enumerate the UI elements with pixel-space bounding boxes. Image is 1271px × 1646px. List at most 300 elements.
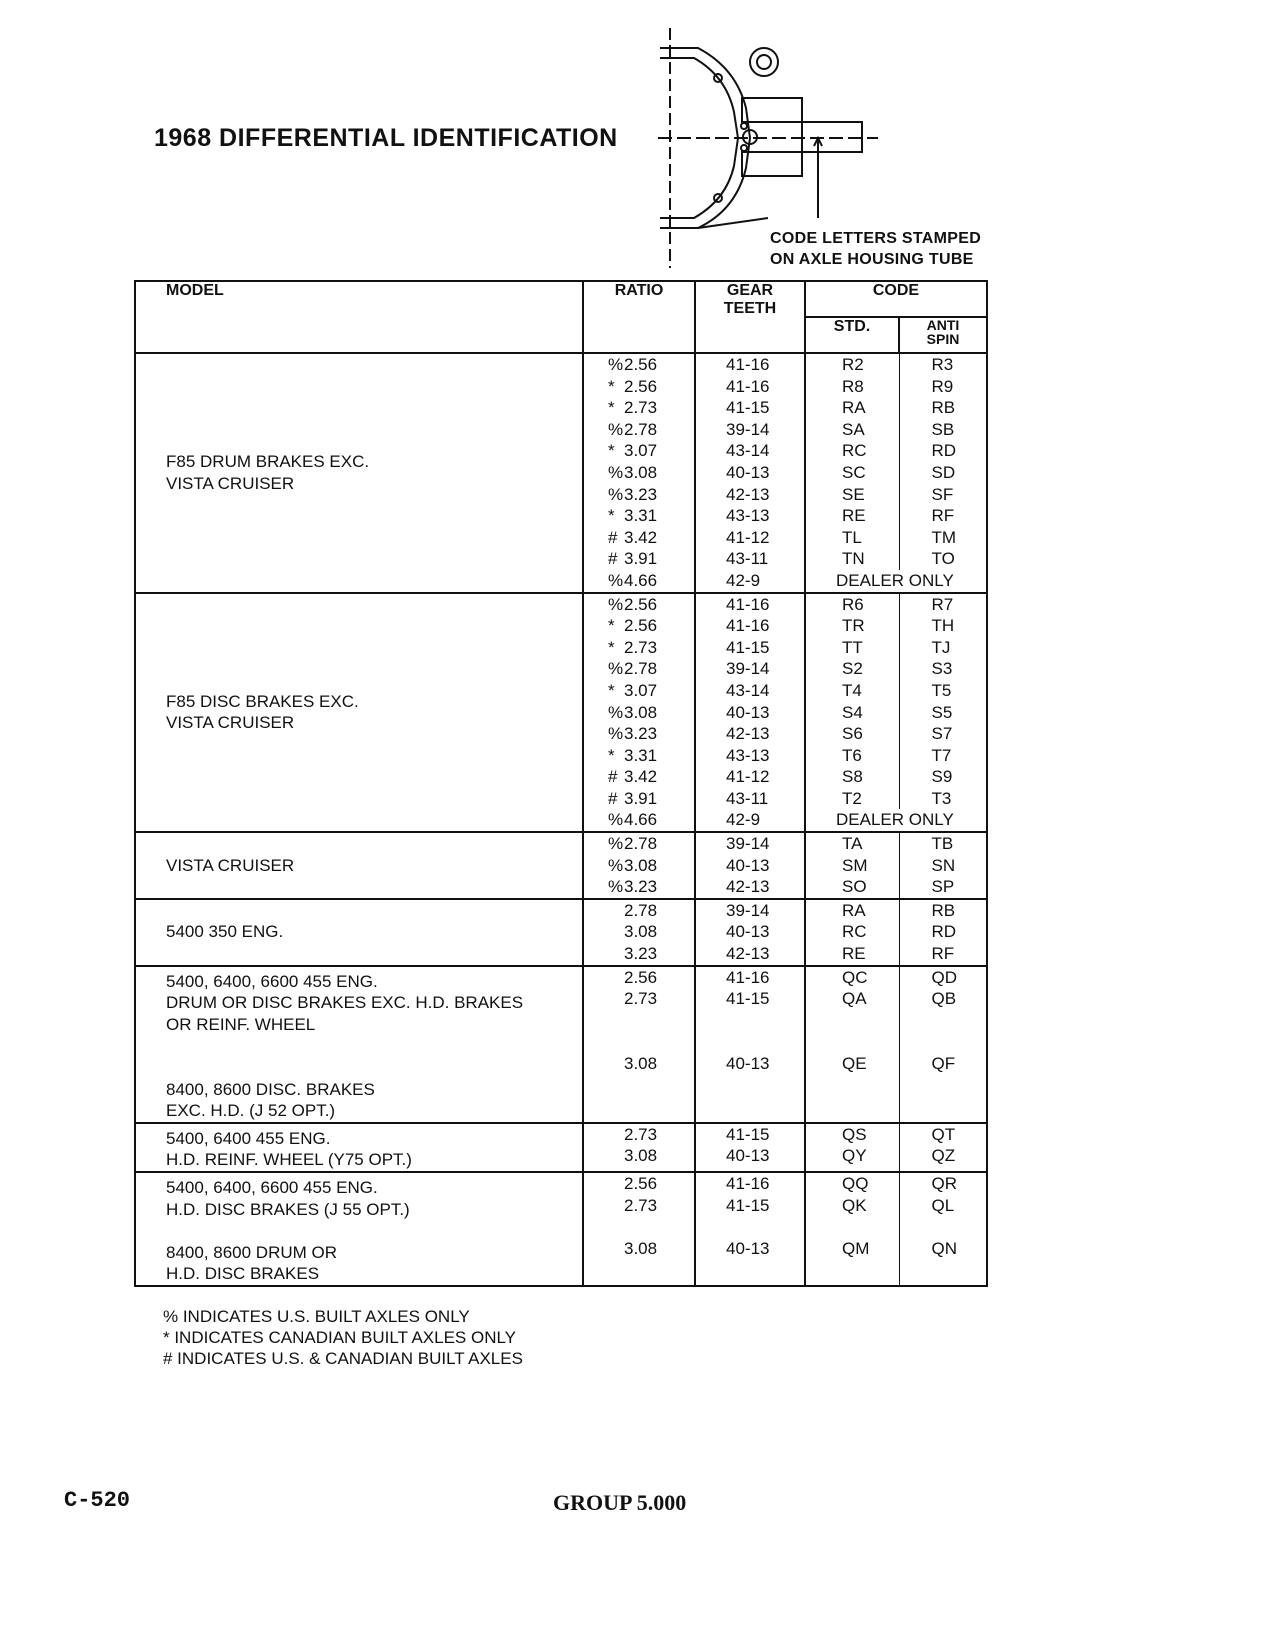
anti-spin-code-value: S3: [931, 659, 953, 679]
anti-spin-code-value: TB: [931, 834, 954, 854]
ratio-line: [584, 680, 694, 702]
std-code-value: TN: [842, 549, 865, 569]
ratio-value: 2.56: [624, 594, 658, 614]
std-code-value: SM: [842, 855, 868, 875]
model-group: [135, 1123, 987, 1172]
anti-spin-code-cell: [899, 353, 987, 593]
anti-spin-code-value: S9: [931, 767, 953, 787]
blank-line: [696, 1031, 804, 1053]
model-line: VISTA CRUISER: [166, 473, 295, 493]
anti-spin-code-value: TM: [931, 527, 957, 547]
ratio-value: 4.66: [624, 810, 658, 830]
model-line: [166, 1220, 582, 1242]
gear-teeth-value: 41-15: [726, 1195, 770, 1215]
ratio-value: 3.31: [624, 506, 658, 526]
anti-spin-code-value: SP: [931, 877, 955, 897]
ratio-line: [584, 484, 694, 506]
model-line: 5400, 6400, 6600 455 ENG.: [166, 971, 378, 991]
ratio-value: 3.23: [624, 944, 658, 964]
ratio-value: 3.23: [624, 877, 658, 897]
axle-origin-symbol: *: [608, 680, 615, 700]
axle-origin-symbol: %: [608, 462, 624, 482]
std-code-value: SA: [842, 419, 865, 439]
model-group: [135, 966, 987, 1123]
anti-spin-code-value: TO: [931, 549, 955, 569]
std-code-value: T2: [842, 788, 862, 808]
model-cell: [135, 1172, 583, 1286]
header-anti-spin: [899, 317, 987, 353]
anti-spin-code-cell: [899, 832, 987, 899]
std-code-value: S8: [842, 767, 863, 787]
axle-origin-symbol: %: [608, 834, 624, 854]
header-anti-line: ANTI: [926, 317, 960, 333]
model-line: 5400 350 ENG.: [166, 922, 284, 942]
ratio-line: [584, 527, 694, 549]
std-code-cell: [805, 899, 899, 966]
ratio-value: 3.08: [624, 855, 658, 875]
std-code-value: RC: [842, 441, 867, 461]
ratio-line: [584, 921, 694, 943]
blank-line: [806, 1010, 899, 1032]
ratio-line: [584, 505, 694, 527]
axle-origin-symbol: *: [608, 376, 615, 396]
gear-teeth-value: 40-13: [726, 855, 770, 875]
diagram-caption: [770, 228, 981, 270]
header-code: CODE: [805, 281, 987, 317]
anti-spin-code-value: SN: [931, 855, 956, 875]
axle-origin-symbol: *: [608, 745, 615, 765]
axle-origin-symbol: %: [608, 659, 624, 679]
axle-origin-symbol: *: [608, 506, 615, 526]
header-gear-line: GEAR: [726, 282, 774, 299]
ratio-line: [584, 876, 694, 898]
model-line: EXC. H.D. (J 52 OPT.): [166, 1101, 336, 1121]
axle-origin-symbol: %: [608, 570, 624, 590]
axle-origin-symbol: %: [608, 877, 624, 897]
group-number: GROUP 5.000: [553, 1490, 687, 1515]
gear-teeth-value: 41-16: [726, 1173, 770, 1193]
std-code-value: S6: [842, 724, 863, 744]
model-line: OR REINF. WHEEL: [166, 1014, 316, 1034]
axle-origin-symbol: *: [608, 441, 615, 461]
anti-spin-code-value: R9: [931, 376, 954, 396]
gear-teeth-value: 42-13: [726, 877, 770, 897]
model-line: F85 DISC BRAKES EXC.: [166, 691, 359, 711]
std-code-value: R6: [842, 594, 864, 614]
ratio-value: 2.78: [624, 659, 658, 679]
model-group: [135, 1172, 987, 1286]
gear-teeth-value: 43-13: [726, 745, 770, 765]
gear-teeth-value: 43-13: [726, 506, 770, 526]
model-line: H.D. DISC BRAKES: [166, 1264, 320, 1284]
ratio-line: [584, 1238, 694, 1260]
std-code-value: T6: [842, 745, 862, 765]
std-code-value: R2: [842, 355, 864, 374]
model-cell: [135, 832, 583, 899]
page-title: 1968 DIFFERENTIAL IDENTIFICATION: [154, 124, 618, 152]
std-code-value: QE: [842, 1054, 867, 1073]
axle-origin-symbol: %: [608, 724, 624, 744]
blank-line: [584, 1216, 694, 1238]
model-group: [135, 593, 987, 833]
anti-spin-code-value: S5: [931, 702, 953, 722]
model-line: VISTA CRUISER: [166, 713, 295, 733]
ratio-line: [584, 1053, 694, 1075]
ratio-cell: [583, 353, 695, 593]
gear-teeth-cell: [695, 966, 805, 1123]
std-code-value: QS: [842, 1124, 867, 1144]
model-line: [166, 1057, 582, 1079]
axle-origin-symbol: #: [608, 549, 618, 569]
gear-teeth-value: 39-14: [726, 419, 770, 439]
blank-line: [806, 1216, 899, 1238]
std-code-value: S2: [842, 659, 863, 679]
ratio-value: 4.66: [624, 570, 658, 590]
ratio-value: 2.73: [624, 398, 658, 418]
axle-origin-symbol: #: [608, 788, 618, 808]
std-code-value: QK: [842, 1195, 867, 1215]
ratio-value: 2.56: [624, 616, 658, 636]
gear-teeth-value: 40-13: [726, 922, 770, 942]
gear-teeth-value: 42-13: [726, 724, 770, 744]
anti-spin-code-value: R7: [931, 594, 954, 614]
gear-teeth-value: 41-12: [726, 527, 770, 547]
gear-teeth-value: 42-13: [726, 484, 770, 504]
ratio-value: 2.73: [624, 989, 658, 1009]
dealer-only-line: [806, 570, 954, 592]
anti-spin-code-cell: [899, 1172, 987, 1286]
gear-teeth-value: 42-9: [726, 810, 761, 830]
ratio-line: [584, 570, 694, 592]
std-code-value: QM: [842, 1238, 870, 1258]
anti-spin-code-cell: [899, 1123, 987, 1172]
ratio-value: 3.23: [624, 724, 658, 744]
anti-spin-code-value: SF: [931, 484, 954, 504]
ratio-line: [584, 788, 694, 810]
axle-origin-symbol: *: [608, 398, 615, 418]
anti-spin-code-value: QF: [931, 1054, 956, 1073]
ratio-line: [584, 745, 694, 767]
gear-teeth-value: 41-15: [726, 637, 770, 657]
std-code-value: QQ: [842, 1173, 869, 1193]
dealer-only-line: [806, 809, 954, 831]
footnote: * INDICATES CANADIAN BUILT AXLES ONLY: [163, 1328, 517, 1347]
ratio-value: 2.78: [624, 419, 658, 439]
ratio-line: [584, 766, 694, 788]
gear-teeth-cell: [695, 832, 805, 899]
ratio-line: [584, 376, 694, 398]
anti-spin-code-value: QB: [931, 989, 957, 1009]
ratio-value: 3.91: [624, 549, 658, 569]
header-spin-line: SPIN: [926, 331, 960, 347]
ratio-value: 3.31: [624, 745, 658, 765]
model-cell: [135, 966, 583, 1123]
blank-line: [900, 1010, 987, 1032]
anti-spin-code-value: SB: [931, 419, 955, 439]
ratio-line: [584, 615, 694, 637]
ratio-line: [584, 1124, 694, 1146]
std-code-value: RE: [842, 506, 866, 526]
axle-origin-symbol: *: [608, 616, 615, 636]
axle-origin-symbol: #: [608, 767, 618, 787]
gear-teeth-value: 43-14: [726, 680, 770, 700]
std-code-value: T4: [842, 680, 862, 700]
diagram-caption-line: ON AXLE HOUSING TUBE: [770, 251, 974, 268]
ratio-cell: [583, 593, 695, 833]
blank-line: [696, 1216, 804, 1238]
ratio-value: 3.08: [624, 1146, 658, 1166]
ratio-line: [584, 637, 694, 659]
anti-spin-code-value: T3: [931, 788, 952, 808]
gear-teeth-cell: [695, 353, 805, 593]
anti-spin-code-value: RB: [931, 900, 956, 920]
anti-spin-code-value: TH: [931, 616, 955, 636]
gear-teeth-value: 40-13: [726, 1054, 770, 1073]
std-code-value: TR: [842, 616, 865, 636]
anti-spin-code-value: QN: [931, 1238, 957, 1258]
ratio-line: [584, 462, 694, 484]
anti-spin-code-value: S7: [931, 724, 953, 744]
ratio-value: 2.56: [624, 376, 658, 396]
gear-teeth-value: 40-13: [726, 462, 770, 482]
gear-teeth-value: 43-14: [726, 441, 770, 461]
ratio-value: 3.23: [624, 484, 658, 504]
ratio-value: 3.08: [624, 1238, 658, 1258]
std-code-value: SO: [842, 877, 867, 897]
blank-line: [900, 1075, 987, 1097]
model-line: 5400, 6400 455 ENG.: [166, 1128, 331, 1148]
blank-line: [584, 1010, 694, 1032]
anti-spin-code-value: RD: [931, 441, 957, 461]
header-model: MODEL: [135, 281, 583, 353]
ratio-line: [584, 419, 694, 441]
ratio-value: 3.42: [624, 527, 658, 547]
header-gear-teeth: [695, 281, 805, 353]
blank-line: [900, 1216, 987, 1238]
gear-teeth-value: 40-13: [726, 1146, 770, 1166]
blank-line: [806, 1259, 899, 1281]
anti-spin-code-value: R3: [931, 355, 954, 374]
std-code-value: RA: [842, 900, 866, 920]
gear-teeth-value: 41-16: [726, 376, 770, 396]
dealer-only-text: DEALER ONLY: [836, 570, 954, 590]
anti-spin-code-value: SD: [931, 462, 956, 482]
gear-teeth-value: 41-16: [726, 967, 770, 987]
model-cell: [135, 1123, 583, 1172]
axle-origin-symbol: %: [608, 810, 624, 830]
model-line: 8400, 8600 DISC. BRAKES: [166, 1079, 375, 1099]
anti-spin-code-value: QZ: [931, 1146, 956, 1166]
model-cell: [135, 899, 583, 966]
blank-line: [900, 1031, 987, 1053]
anti-spin-code-value: RB: [931, 398, 956, 418]
ratio-line: [584, 440, 694, 462]
std-code-cell: [805, 832, 899, 899]
std-code-value: R8: [842, 376, 864, 396]
ratio-cell: [583, 899, 695, 966]
anti-spin-code-value: RF: [931, 506, 955, 526]
anti-spin-code-value: QR: [931, 1173, 957, 1193]
blank-line: [696, 1010, 804, 1032]
model-line: DRUM OR DISC BRAKES EXC. H.D. BRAKES: [166, 993, 524, 1013]
ratio-value: 3.08: [624, 1054, 658, 1073]
std-code-cell: [805, 966, 899, 1123]
blank-line: [584, 1259, 694, 1281]
ratio-value: 3.07: [624, 441, 658, 461]
axle-origin-symbol: %: [608, 594, 624, 614]
gear-teeth-value: 41-15: [726, 398, 770, 418]
blank-line: [806, 1031, 899, 1053]
anti-spin-code-value: QT: [931, 1124, 956, 1144]
ratio-cell: [583, 1172, 695, 1286]
gear-teeth-value: 39-14: [726, 900, 770, 920]
std-code-cell: [805, 1172, 899, 1286]
model-line: F85 DRUM BRAKES EXC.: [166, 452, 370, 472]
ratio-line: [584, 397, 694, 419]
model-line: VISTA CRUISER: [166, 855, 295, 875]
header-std: STD.: [805, 317, 899, 353]
std-code-value: QA: [842, 989, 867, 1009]
ratio-line: [584, 900, 694, 922]
ratio-value: 3.08: [624, 462, 658, 482]
std-code-cell: [805, 1123, 899, 1172]
gear-teeth-value: 42-9: [726, 570, 761, 590]
gear-teeth-value: 41-12: [726, 767, 770, 787]
blank-line: [584, 1075, 694, 1097]
blank-line: [696, 1259, 804, 1281]
anti-spin-code-value: TJ: [931, 637, 951, 657]
differential-table: [134, 280, 988, 1287]
ratio-value: 2.78: [624, 900, 658, 920]
ratio-line: [584, 1145, 694, 1167]
ratio-line: [584, 833, 694, 855]
model-line: 8400, 8600 DRUM OR: [166, 1242, 338, 1262]
ratio-line: [584, 594, 694, 616]
gear-teeth-value: 41-15: [726, 989, 770, 1009]
ratio-line: [584, 354, 694, 376]
axle-origin-symbol: %: [608, 484, 624, 504]
ratio-line: [584, 1173, 694, 1195]
ratio-line: [584, 723, 694, 745]
gear-teeth-cell: [695, 593, 805, 833]
anti-spin-code-value: T7: [931, 745, 952, 765]
ratio-value: 2.56: [624, 1173, 658, 1193]
model-line: H.D. DISC BRAKES (J 55 OPT.): [166, 1199, 410, 1219]
anti-spin-code-cell: [899, 966, 987, 1123]
ratio-value: 2.73: [624, 637, 658, 657]
std-code-value: SE: [842, 484, 865, 504]
anti-spin-code-value: QL: [931, 1195, 955, 1215]
anti-spin-code-value: T5: [931, 680, 952, 700]
ratio-line: [584, 967, 694, 989]
gear-teeth-cell: [695, 899, 805, 966]
gear-teeth-value: 41-16: [726, 594, 770, 614]
gear-teeth-value: 43-11: [726, 549, 769, 569]
ratio-line: [584, 809, 694, 831]
axle-origin-symbol: %: [608, 702, 624, 722]
ratio-cell: [583, 1123, 695, 1172]
anti-spin-code-value: RD: [931, 922, 957, 942]
blank-line: [806, 1075, 899, 1097]
diagram-caption-line: CODE LETTERS STAMPED: [770, 230, 982, 247]
gear-teeth-value: 39-14: [726, 834, 770, 854]
model-line: 5400, 6400, 6600 455 ENG.: [166, 1177, 378, 1197]
gear-teeth-value: 40-13: [726, 702, 770, 722]
model-cell: [135, 353, 583, 593]
axle-origin-symbol: %: [608, 355, 624, 374]
gear-teeth-value: 41-16: [726, 616, 770, 636]
std-code-value: SC: [842, 462, 866, 482]
ratio-value: 3.42: [624, 767, 658, 787]
std-code-value: TA: [842, 834, 863, 854]
std-code-value: RA: [842, 398, 866, 418]
std-code-value: QC: [842, 967, 868, 987]
model-group: [135, 899, 987, 966]
ratio-value: 2.78: [624, 834, 658, 854]
axle-origin-symbol: *: [608, 637, 615, 657]
ratio-value: 3.07: [624, 680, 658, 700]
ratio-value: 2.73: [624, 1195, 658, 1215]
ratio-line: [584, 548, 694, 570]
axle-origin-symbol: %: [608, 419, 624, 439]
ratio-cell: [583, 966, 695, 1123]
model-group: [135, 353, 987, 593]
anti-spin-code-value: QD: [931, 967, 957, 987]
header-ratio: RATIO: [583, 281, 695, 353]
axle-origin-symbol: #: [608, 527, 618, 547]
gear-teeth-value: 42-13: [726, 944, 770, 964]
ratio-value: 3.08: [624, 922, 658, 942]
ratio-value: 2.73: [624, 1124, 658, 1144]
page-number: C-520: [64, 1488, 131, 1513]
footnote: # INDICATES U.S. & CANADIAN BUILT AXLES: [163, 1349, 523, 1368]
header-teeth-line: TEETH: [723, 300, 777, 317]
ratio-value: 2.56: [624, 967, 658, 987]
blank-line: [900, 1259, 987, 1281]
model-group: [135, 832, 987, 899]
footnotes: [163, 1306, 523, 1369]
model-cell: [135, 593, 583, 833]
ratio-value: 3.91: [624, 788, 658, 808]
table-body: [135, 353, 987, 1286]
ratio-line: [584, 943, 694, 965]
footnote: % INDICATES U.S. BUILT AXLES ONLY: [163, 1307, 470, 1326]
ratio-cell: [583, 832, 695, 899]
axle-origin-symbol: %: [608, 855, 624, 875]
std-code-value: RC: [842, 922, 867, 942]
ratio-line: [584, 1195, 694, 1217]
gear-teeth-cell: [695, 1123, 805, 1172]
gear-teeth-cell: [695, 1172, 805, 1286]
std-code-value: S4: [842, 702, 863, 722]
gear-teeth-value: 40-13: [726, 1238, 770, 1258]
std-code-value: QY: [842, 1146, 867, 1166]
ratio-value: 2.56: [624, 355, 658, 374]
ratio-line: [584, 988, 694, 1010]
ratio-line: [584, 855, 694, 877]
std-code-value: RE: [842, 944, 866, 964]
anti-spin-code-cell: [899, 593, 987, 833]
gear-teeth-value: 39-14: [726, 659, 770, 679]
gear-teeth-value: 41-16: [726, 355, 770, 374]
gear-teeth-value: 43-11: [726, 788, 769, 808]
ratio-line: [584, 702, 694, 724]
gear-teeth-value: 41-15: [726, 1124, 770, 1144]
blank-line: [584, 1031, 694, 1053]
model-line: [166, 1035, 582, 1057]
std-code-value: TT: [842, 637, 863, 657]
blank-line: [696, 1075, 804, 1097]
